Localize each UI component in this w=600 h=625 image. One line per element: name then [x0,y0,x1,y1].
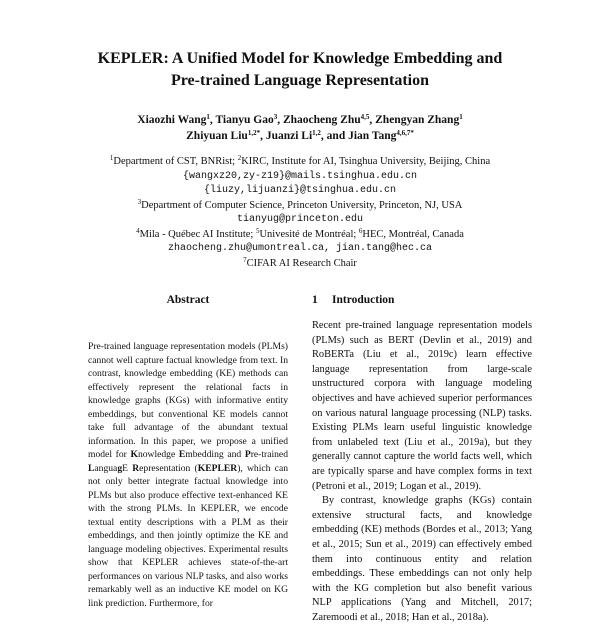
abstract-text [88,340,288,610]
section-heading-introduction [312,292,532,308]
acronym-letter: g [117,462,123,474]
abstract-text-end: ), which can not only better integrate factual knowledge into PLMs but also produce effective text-enhanced KE with the strong PLMs. In KEPLER, we encode textual entity descriptions with a PLM as their embeddings, and then jointly optimize the KE and language modeling objectives. Experimental results show that KEPLER achieves state-of-the-art performances on various NLP tasks, and also works remarkably well as an inductive KE model on KG link prediction. Furthermore, for [88,462,288,609]
intro-paragraph-2: By contrast, knowledge graphs (KGs) contain extensive structural facts, and knowledge embedding (KE) methods (Bordes et al., 2013; Yang et al., 2015; Sun et al., 2019) can effectively embed them into continuous entity and relation embeddings. These embeddings can not only help with the KG completion but also benefit various NLP applications (Yang and Mitchell, 2017; Zaremoodi et al., 2018; Han et al., 2018a). [312,495,532,623]
paper-title [0,48,600,92]
author-name: Juanzi Li [265,130,313,142]
affiliation-text: Department of CST, BNRist; [113,156,238,167]
author-name: and Jian Tang [326,130,397,142]
email-line[interactable]: zhaocheng.zhu@umontreal.ca, jian.tang@hec.ca [167,243,433,254]
affiliation-text: HEC, Montréal, Canada [362,228,464,240]
author-name: Xiaozhi Wang [137,114,207,126]
author-affil-mark: 3 [273,113,278,121]
affiliation-line [0,257,600,272]
abstract-text-start: Pre-trained language representation models (PLMs) cannot well capture factual knowledge from text. In contrast, knowledge embedding (KE) methods can effectively represent the relational facts in knowledge graphs (KGs) with informative entity embeddings, but conventional KE models cannot take full advantage of the abundant textual information. In this paper, we propose a unified model for [88,341,288,460]
author-list [0,112,600,144]
affiliation-line [0,228,600,243]
abstract-word: nowledge [137,449,179,460]
affil-mark: 4 [136,226,140,235]
title-line-2: Pre-trained Language Representation [170,72,430,89]
acronym-letter: L [88,462,95,474]
affiliation-text: Univesité de Montréal; [259,228,359,240]
author-line-2: Zhiyuan Liu$^{1,2*}$, Juanzi Li$^{1,2}$, and Jian Tang$^{4,6,7*}$ [186,129,414,142]
affil-mark: 3 [137,197,142,206]
section-number: 1 [312,294,318,306]
email-line[interactable]: {liuzy,lijuanzi}@tsinghua.edu.cn [203,185,397,196]
author-name: Zhiyuan Liu [186,130,248,142]
affiliation-text: Department of Computer Science, Princeton University, Princeton, NJ, USA [141,199,463,211]
email-line[interactable]: tianyug@princeton.edu [236,214,364,225]
author-name: Zhaocheng Zhu [282,114,361,126]
abstract-word: E [122,462,133,474]
acronym-letter: K [130,449,138,460]
affil-mark: 1 [109,154,114,162]
affiliation-text: CIFAR AI Research Chair [246,257,357,269]
title-line-1: KEPLER: A Unified Model for Knowledge Embedding and [97,50,503,67]
affiliation-line [0,199,600,214]
author-affil-mark: 1 [459,113,463,121]
author-affil-mark: 4,6,7* [396,129,414,137]
acronym-letter: R [132,462,140,474]
affiliation-text: KIRC, Institute for AI, Tsinghua University, Beijing, China [241,156,491,167]
acronym-letter: P [244,449,251,460]
author-affil-mark: 1,2 [312,129,321,137]
introduction-column [312,292,532,625]
author-affil-mark: 1,2* [247,129,261,137]
author-affil-mark: 4,5 [360,113,370,121]
affiliation-line [0,155,600,170]
author-affil-mark: 1 [206,113,210,121]
model-acronym: KEPLER [197,462,238,474]
section-title: Introduction [332,294,395,306]
affil-mark: 5 [255,226,260,235]
abstract-word: angua [94,462,118,474]
abstract-word: epresentation ( [139,462,198,474]
author-line-1: Xiaozhi Wang$^1$, Tianyu Gao$^3$, Zhaocheng Zhu$^{4,5}$, Zhengyan Zhang$^1$ [137,113,463,126]
abstract-word: mbedding and [185,449,245,460]
affil-mark: 7 [243,255,247,264]
author-name: Tianyu Gao [215,114,274,126]
intro-paragraph-1: Recent pre-trained language representation models (PLMs) such as BERT (Devlin et al., 2019) and RoBERTa (Liu et al., 2019c) learn effective language representation from large-scale unstructured corpora with language modeling objectives and have achieved superior performances on various natural language processing (NLP) tasks. Existing PLMs learn useful linguistic knowledge from unlabeled text (Liu et al., 2019a), but they generally cannot capture the world facts well, which are typically sparse and have complex forms in text (Petroni et al., 2019; Logan et al., 2019). [312,320,532,492]
acronym-letter: E [178,449,186,460]
abstract-column [88,292,288,610]
email-line[interactable]: {wangxz20,zy-z19}@mails.tsinghua.edu.cn [182,170,418,182]
affil-mark: 6 [358,226,363,235]
author-name: Zhengyan Zhang [375,114,460,126]
abstract-word: re-trained [250,449,288,460]
affiliation-text: Mila - Québec AI Institute; [139,228,256,240]
abstract-heading: Abstract [166,294,210,306]
affiliations [0,155,600,271]
affil-mark: 2 [237,154,242,162]
